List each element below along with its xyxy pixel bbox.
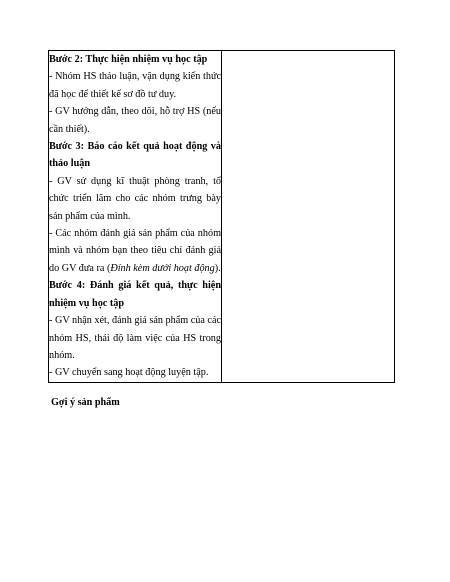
step3-paragraph-1: - GV sử dụng kĩ thuật phòng tranh, tổ chức triển lãm cho các nhóm trưng bày sản phẩm của mình. bbox=[49, 175, 221, 222]
student-activity-cell bbox=[222, 51, 395, 383]
teacher-activity-cell bbox=[49, 51, 222, 383]
step3-paragraph-2 bbox=[49, 225, 221, 277]
lesson-plan-table bbox=[48, 50, 395, 383]
step3-heading: Bước 3: Báo cáo kết quả hoạt động và thảo luận bbox=[49, 141, 221, 170]
step4-paragraph-1: - GV nhận xét, đánh giá sản phẩm của các nhóm HS, thái độ làm việc của HS trong nhóm. bbox=[49, 315, 221, 361]
step3-p2-italic: Đính kèm dưới hoạt động bbox=[110, 262, 215, 274]
step4-paragraph-2: - GV chuyển sang hoạt động luyện tập. bbox=[49, 367, 209, 379]
step2-paragraph-1: - Nhóm HS thảo luận, vận dụng kiến thức đã học để thiết kế sơ đồ tư duy. bbox=[49, 71, 221, 100]
table-row bbox=[49, 51, 395, 383]
step3-p2-text: - Các nhóm đánh giá sản phẩm của nhóm mình và nhóm bạn theo tiêu chí đánh giá do GV đưa ra ( bbox=[49, 228, 221, 274]
step2-paragraph-2: - GV hướng dẫn, theo dõi, hỗ trợ HS (nếu cần thiết). bbox=[49, 106, 221, 135]
step2-heading: Bước 2: Thực hiện nhiệm vụ học tập bbox=[49, 54, 208, 65]
step3-p2-end: ). bbox=[214, 262, 221, 274]
product-suggestion-heading: Gợi ý sản phẩm bbox=[51, 397, 120, 408]
step4-heading: Bước 4: Đánh giá kết quả, thực hiện nhiệm vụ học tập bbox=[49, 280, 221, 309]
